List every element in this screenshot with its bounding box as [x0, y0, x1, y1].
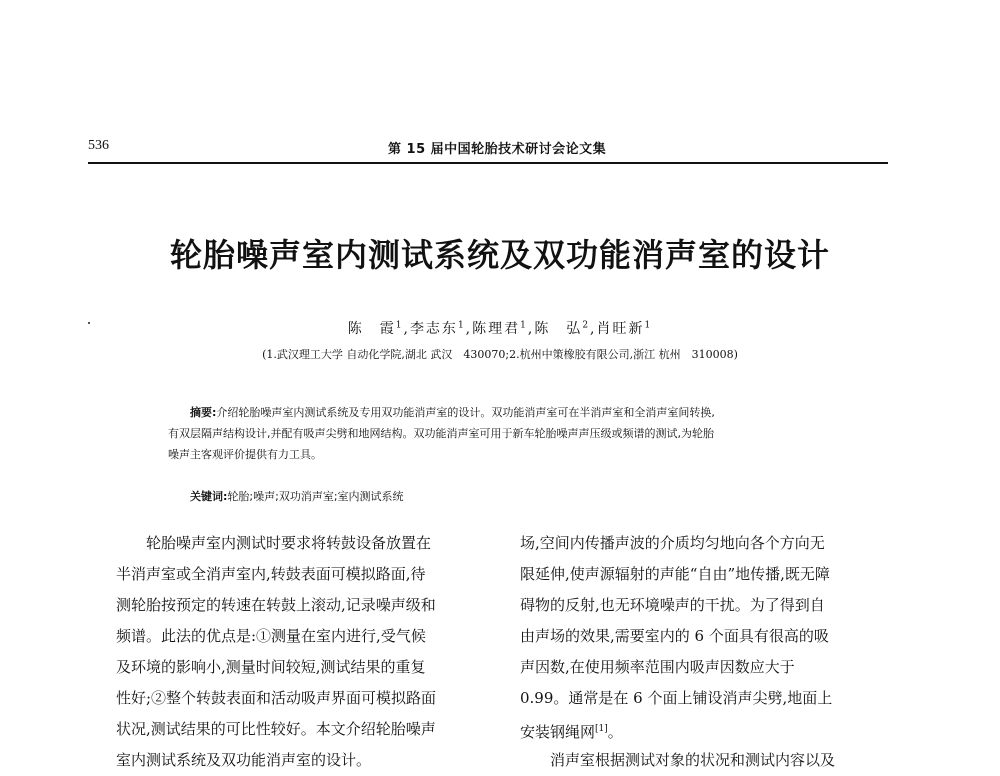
- author-5: 肖旺新$^1$: [596, 320, 653, 337]
- body-line: 限延伸,使声源辐射的声能“自由”地传播,既无障: [520, 565, 830, 583]
- body-column-right: [520, 528, 900, 776]
- body-line: 碍物的反射,也无环境噪声的干扰。为了得到自: [520, 596, 825, 614]
- citation-ref: [1]: [595, 724, 608, 734]
- running-header: [88, 138, 888, 158]
- page-number: 536: [88, 138, 109, 153]
- journal-title: 第 15 届中国轮胎技术研讨会论文集: [388, 142, 607, 157]
- author-1: 陈 霞$^1$: [347, 320, 404, 337]
- body-line: 场,空间内传播声波的介质均匀地向各个方向无: [520, 534, 825, 552]
- body-line: 半消声室或全消声室内,转鼓表面可模拟路面,待: [116, 565, 426, 583]
- abstract-line-2: 有双层隔声结构设计,并配有吸声尖劈和地网结构。双功能消声室可用于新车轮胎噪声声压级或频谱的测试,为轮胎: [168, 427, 714, 440]
- affiliation: (1.武汉理工大学 自动化学院,湖北 武汉 430070;2.杭州中策橡胶有限公司,浙江 杭州 310008): [262, 348, 738, 361]
- abstract-line-3: 噪声主客观评价提供有力工具。: [168, 448, 322, 461]
- keywords-text: 轮胎;噪声;双功消声室;室内测试系统: [227, 490, 404, 503]
- author-2: 李志东$^1$: [409, 320, 466, 337]
- body-line: 性好;②整个转鼓表面和活动吸声界面可模拟路面: [116, 689, 437, 707]
- body-line: 0.99。通常是在 6 个面上铺设消声尖劈,地面上: [520, 689, 833, 707]
- keywords-label: 关键词:: [190, 490, 228, 503]
- body-line: 频谱。此法的优点是:①测量在室内进行,受气候: [116, 627, 426, 645]
- keywords-block: [190, 488, 850, 504]
- body-line: 及环境的影响小,测量时间较短,测试结果的重复: [116, 658, 426, 676]
- body-line: 消声室根据测试对象的状况和测试内容以及: [550, 751, 836, 769]
- abstract-line-1: 摘要:介绍轮胎噪声室内测试系统及专用双功能消声室的设计。双功能消声室可在半消声室和全消声室间转换,: [190, 406, 715, 419]
- body-column-left: [116, 528, 496, 776]
- author-3: 陈理君$^1$: [472, 320, 528, 337]
- body-line: 测轮胎按预定的转速在转鼓上滚动,记录噪声级和: [116, 596, 436, 614]
- abstract-label: 摘要:: [190, 406, 217, 419]
- header-rule: [88, 162, 888, 164]
- body-line: 轮胎噪声室内测试时要求将转鼓设备放置在: [146, 534, 432, 552]
- body-line: 由声场的效果,需要室内的 6 个面具有很高的吸: [520, 627, 829, 645]
- body-line: 状况,测试结果的可比性较好。本文介绍轮胎噪声: [116, 720, 436, 738]
- body-line: 声因数,在使用频率范围内吸声因数应大于: [520, 658, 795, 676]
- body-line-with-citation: 安装钢绳网[1]。: [520, 723, 623, 741]
- paper-title: 轮胎噪声室内测试系统及双功能消声室的设计: [169, 236, 830, 274]
- body-line: 室内测试系统及双功能消声室的设计。: [116, 751, 372, 769]
- author-4: 陈 弘$^2$: [534, 320, 591, 337]
- abstract-block: [168, 402, 848, 465]
- author-list: 陈 霞$^1$,李志东$^1$,陈理君$^1$,陈 弘$^2$,肖旺新$^1$: [347, 320, 653, 337]
